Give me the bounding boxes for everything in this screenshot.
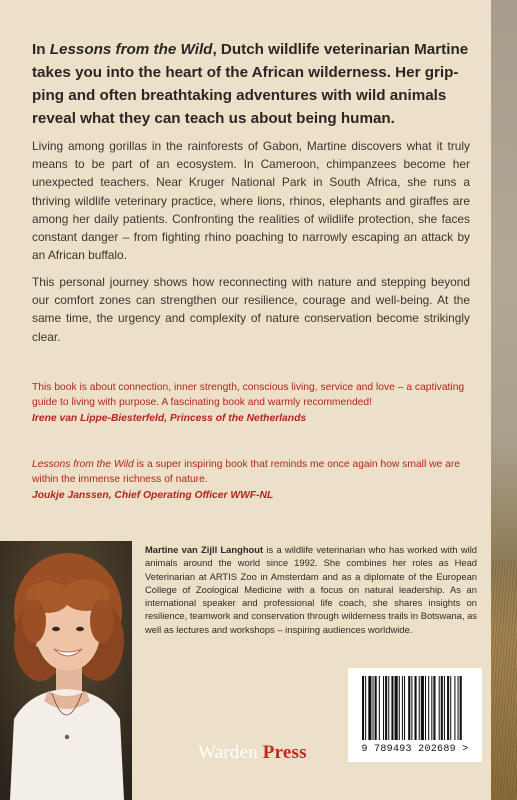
barcode-bar bbox=[368, 676, 371, 740]
barcode-bar bbox=[433, 676, 435, 740]
barcode-bar bbox=[441, 676, 443, 740]
barcode-bar bbox=[431, 676, 432, 740]
barcode-bar bbox=[447, 676, 449, 740]
barcode-bar bbox=[383, 676, 384, 740]
barcode-bar bbox=[460, 676, 462, 740]
barcode-bar bbox=[385, 676, 387, 740]
publisher-name-part-1: Warden bbox=[198, 742, 258, 763]
barcode-bar bbox=[428, 676, 429, 740]
barcode-bar bbox=[458, 676, 459, 740]
author-bio-text: is a wildlife veterinarian who has worked with wild animals around the world since 1992. She combines her roles as Head Veterinarian at ARTIS Zoo in Amsterdam and as a diplomate of the European College of Zoological Medicine with a focus on natural leadership. As an international speaker and professional life coach, she shares insights on resilience, teamwork and conservation through wilderness trails in Botswana, as well as lectures and workshops – inspiring audiences worldwide. bbox=[145, 544, 477, 635]
barcode-bar bbox=[439, 676, 440, 740]
quote-2-text: is a super inspiring book that reminds me once again how small we are within the immense richness of nature. bbox=[32, 459, 461, 486]
quote-2-book-title: Lessons from the Wild bbox=[32, 459, 134, 470]
barcode-bar bbox=[415, 676, 417, 740]
barcode-bar bbox=[450, 676, 451, 740]
lead-rest: , Dutch wildlife veterinarian Martine takes you into the heart of the African wilderness. Her grip-ping and often breathtaking adventures with wild animals reveal what they can teach us about being human. bbox=[32, 41, 469, 127]
barcode-bar bbox=[399, 676, 400, 740]
barcode-bar bbox=[395, 676, 398, 740]
isbn-number: 9 789493 202689 > bbox=[361, 744, 469, 755]
barcode-bar bbox=[373, 676, 374, 740]
barcode-bar bbox=[425, 676, 426, 740]
lead-prefix: In bbox=[32, 41, 50, 58]
quote-1-author: Irene van Lippe-Biesterfeld, Princess of the Netherlands bbox=[32, 412, 307, 424]
quote-2-author: Joukje Janssen, Chief Operating Officer WWF-NL bbox=[32, 489, 274, 501]
author-portrait-illustration bbox=[0, 541, 132, 800]
barcode-bar bbox=[362, 676, 364, 740]
barcode-bar bbox=[388, 676, 389, 740]
grass-texture bbox=[491, 560, 517, 800]
barcode-bar bbox=[375, 676, 377, 740]
quote-1-text: This book is about connection, inner strength, conscious living, service and love – a captivating guide to living with purpose. A fascinating book and warmly recommended! bbox=[32, 382, 465, 409]
barcode-bar bbox=[402, 676, 403, 740]
barcode-bar bbox=[454, 676, 455, 740]
barcode-bar bbox=[404, 676, 405, 740]
barcode-bar bbox=[365, 676, 366, 740]
isbn-barcode bbox=[348, 668, 482, 762]
author-photo bbox=[0, 541, 132, 800]
lead-paragraph bbox=[32, 38, 470, 130]
endorsement-quote-2 bbox=[32, 457, 478, 503]
barcode-bar bbox=[379, 676, 380, 740]
barcode-bars bbox=[348, 668, 482, 744]
endorsement-quote-1 bbox=[32, 380, 478, 426]
barcode-bar bbox=[421, 676, 424, 740]
barcode-bar bbox=[444, 676, 445, 740]
body-paragraph-1: Living among gorillas in the rainforests of Gabon, Martine discovers what it truly means to be part of an ecosystem. In Cameroon, chimpanzees become her unexpected teachers. Near Kruger National Park in South Africa, she runs a thriving wildlife veterinary practice, where lions, rhinos, elephants and giraffes are among her daily patients. Confronting the realities of wildlife protection, she faces constant danger – from fighting rhino poaching to narrowly escaping an attack by an African buffalo. bbox=[32, 139, 470, 263]
publisher-name-part-2: Press bbox=[262, 742, 307, 763]
body-paragraph-2: This personal journey shows how reconnecting with nature and stepping beyond our comfort zones can strengthen our resilience, courage and well-being. At the same time, the urgency and complexity of nature conservation become strikingly clear. bbox=[32, 275, 470, 344]
barcode-bar bbox=[419, 676, 420, 740]
author-name: Martine van Zijll Langhout bbox=[145, 544, 264, 555]
barcode-bar bbox=[411, 676, 412, 740]
barcode-bar bbox=[391, 676, 393, 740]
barcode-bar bbox=[408, 676, 410, 740]
publisher-logo bbox=[198, 742, 307, 764]
author-bio bbox=[145, 543, 477, 636]
lead-book-title: Lessons from the Wild bbox=[49, 41, 213, 58]
